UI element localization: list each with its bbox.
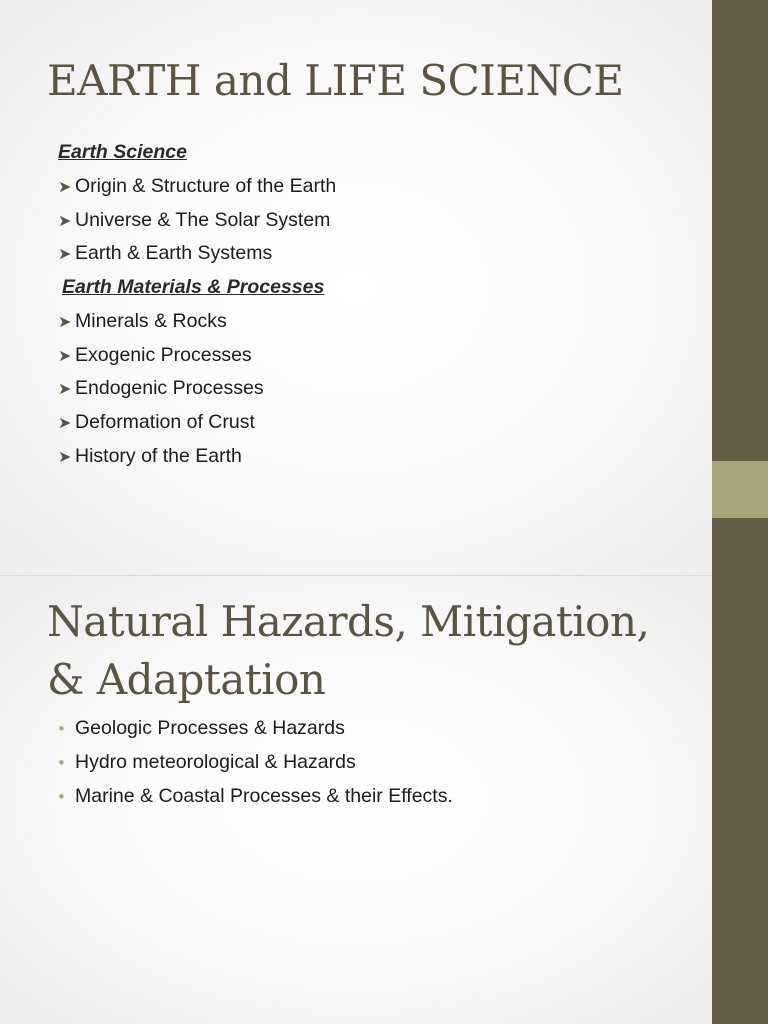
section-heading-label: Earth Materials & Processes xyxy=(62,276,325,298)
list-item-label: History of the Earth xyxy=(75,445,242,467)
list-item xyxy=(58,340,252,370)
arrow-bullet-icon: ➤ xyxy=(58,211,72,230)
list-item xyxy=(57,713,345,743)
dot-bullet-icon: • xyxy=(57,720,66,738)
list-item-label: Deformation of Crust xyxy=(75,411,255,433)
list-item xyxy=(58,407,255,437)
list-item-label: Minerals & Rocks xyxy=(75,310,227,332)
list-item-label: Origin & Structure of the Earth xyxy=(75,175,337,197)
section-heading-earth-science xyxy=(58,137,187,167)
arrow-bullet-icon: ➤ xyxy=(58,346,72,365)
list-item-label: Geologic Processes & Hazards xyxy=(75,717,345,739)
arrow-bullet-icon: ➤ xyxy=(58,379,72,398)
arrow-bullet-icon: ➤ xyxy=(58,413,72,432)
list-item-label: Endogenic Processes xyxy=(75,377,264,399)
list-item xyxy=(58,205,330,235)
arrow-bullet-icon: ➤ xyxy=(58,177,72,196)
slide-title: EARTH and LIFE SCIENCE xyxy=(47,56,624,105)
list-item xyxy=(58,373,264,403)
list-item-label: Earth & Earth Systems xyxy=(75,242,273,264)
sidebar-accent-block xyxy=(712,461,768,518)
list-item xyxy=(58,306,227,336)
list-item-label: Hydro meteorological & Hazards xyxy=(75,751,356,773)
arrow-bullet-icon: ➤ xyxy=(58,244,72,263)
dot-bullet-icon: • xyxy=(57,754,66,772)
list-item-label: Marine & Coastal Processes & their Effects. xyxy=(75,785,453,807)
list-item xyxy=(57,781,453,811)
arrow-bullet-icon: ➤ xyxy=(58,447,72,466)
section-heading-label: Earth Science xyxy=(58,141,187,163)
list-item xyxy=(58,441,242,471)
slide-natural-hazards xyxy=(0,576,712,1024)
slide-title: Natural Hazards, Mitigation, & Adaptation xyxy=(47,597,650,704)
section-heading-earth-materials xyxy=(62,272,324,302)
list-item-label: Universe & The Solar System xyxy=(75,209,331,231)
list-item xyxy=(58,238,272,268)
list-item xyxy=(57,747,356,777)
dot-bullet-icon: • xyxy=(57,788,66,806)
arrow-bullet-icon: ➤ xyxy=(58,312,72,331)
list-item xyxy=(58,171,336,201)
list-item-label: Exogenic Processes xyxy=(75,344,252,366)
